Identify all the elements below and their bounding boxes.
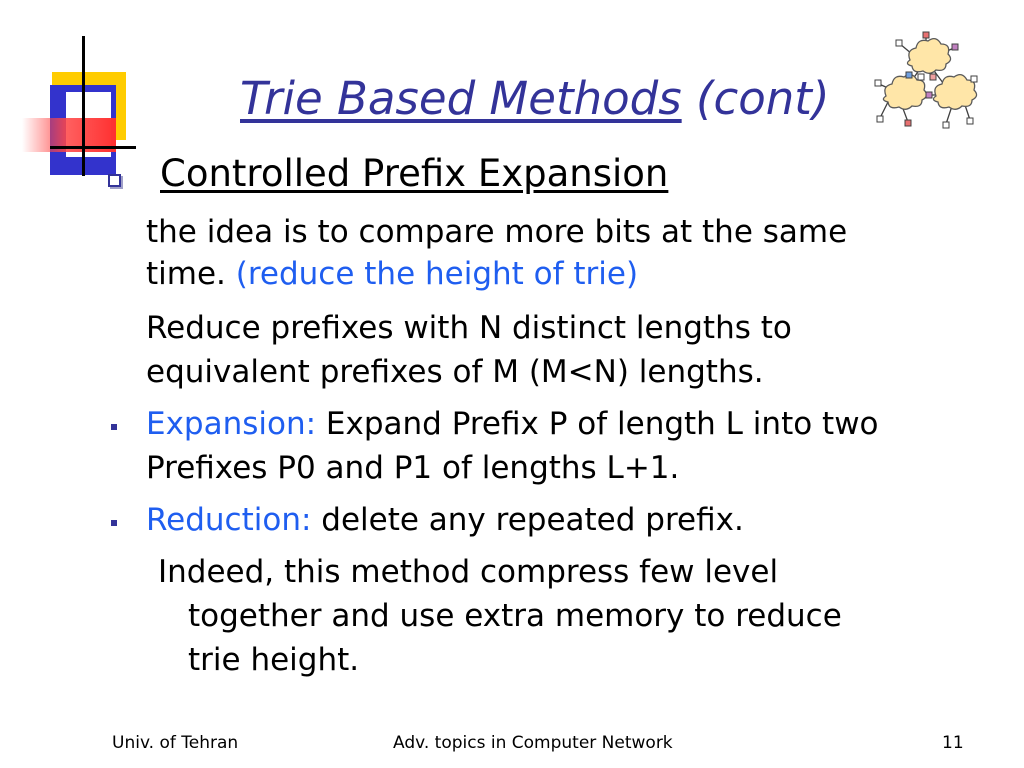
expansion-bullet-icon — [111, 424, 117, 430]
para1-highlight: (reduce the height of trie) — [235, 256, 639, 292]
network-clouds-icon — [874, 30, 978, 130]
expansion-term: Expansion: — [146, 406, 317, 442]
para1-line1: the idea is to compare more bits at the same — [146, 214, 848, 250]
para2-line2: equivalent prefixes of M (M<N) lengths. — [146, 354, 764, 390]
expansion-line2: Prefixes P0 and P1 of lengths L+1. — [146, 450, 680, 486]
slide-title-suffix: (cont) — [681, 72, 830, 125]
para2-line1: Reduce prefixes with N distinct lengths to — [146, 310, 792, 346]
reduction-text: delete any repeated prefix. — [311, 502, 744, 538]
section-heading: Controlled Prefix Expansion — [160, 152, 669, 195]
reduction-bullet-icon — [111, 520, 117, 526]
para1-line2 — [146, 254, 638, 294]
para3-line3: trie height. — [188, 642, 360, 678]
reduction-line — [146, 500, 744, 540]
expansion-line1 — [146, 404, 879, 444]
logo-vertical-line — [82, 36, 85, 176]
footer-center: Adv. topics in Computer Network — [393, 733, 673, 753]
para1-line2-text: time. — [146, 256, 236, 292]
slide-title-main: Trie Based Methods — [240, 72, 682, 125]
reduction-term: Reduction: — [146, 502, 312, 538]
footer-left: Univ. of Tehran — [112, 733, 239, 753]
expansion-text: Expand Prefix P of length L into two — [316, 406, 879, 442]
square-bullet-icon — [108, 174, 121, 187]
footer-page-number: 11 — [942, 733, 964, 753]
para3-line1: Indeed, this method compress few level — [158, 554, 779, 590]
logo-horizontal-line — [50, 146, 136, 149]
slide-title — [240, 72, 880, 125]
para3-line2: together and use extra memory to reduce — [188, 598, 842, 634]
